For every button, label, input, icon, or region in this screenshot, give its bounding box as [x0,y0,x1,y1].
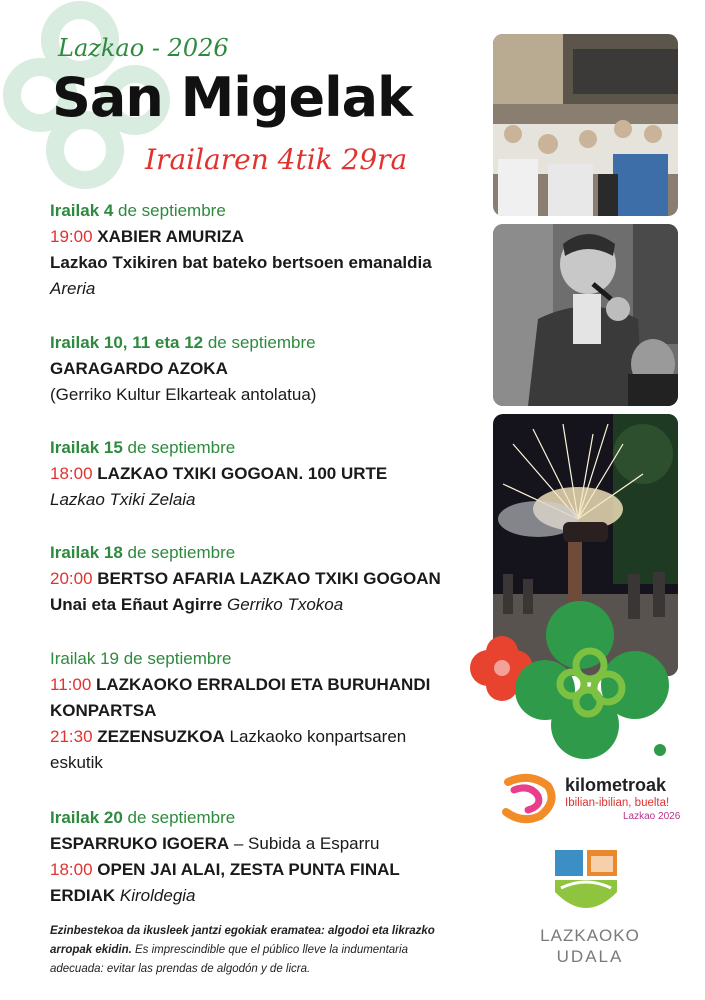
event-detail: Unai eta Eñaut Agirre [50,595,223,614]
udala-name-line1: LAZKAOKO [540,926,640,945]
event-sept-20 [50,805,485,909]
event-time-2: 18:00 [50,860,93,879]
event-date: Irailak 20 de septiembre [50,808,236,827]
event-place: Areria [50,279,96,298]
event-detail-2: Lazkaoko konpartsaren [224,727,407,746]
event-date: Irailak 10, 11 eta 12 de septiembre [50,333,316,352]
kilometroak-year: Lazkao 2026 [623,811,681,822]
event-detail-2-continued: eskutik [50,753,103,772]
event-title: BERTSO AFARIA LAZKAO TXIKI GOGOAN [97,569,441,588]
clothing-notice-basque: Ezinbestekoa da ikusleek jantzi egokiak eramatea: algodoi eta likrazko arropak ekidin. [50,925,435,956]
lauburu-logo [460,590,685,765]
event-title: LAZKAOKO ERRALDOI ETA BURUHANDI [96,675,431,694]
event-sept-10-12 [50,330,485,408]
event-title-2: ZEZENSUZKOA [97,727,225,746]
event-time: 11:00 [50,675,92,694]
event-year-heading: Lazkao - 2026 [58,34,229,62]
event-sept-4 [50,198,485,302]
kilometroak-logo-icon [500,772,560,824]
event-title: XABIER AMURIZA [97,227,244,246]
event-place-2: Kiroldegia [119,886,196,905]
kilometroak-slogan: Ibilian-ibilian, buelta! [565,797,670,809]
event-time: 19:00 [50,227,93,246]
event-sept-15 [50,435,485,513]
event-title-2-continued: ERDIAK [50,886,116,905]
lazkao-udala-shield [553,848,619,920]
event-title: GARAGARDO AZOKA [50,359,228,378]
event-place: Gerriko Txokoa [226,595,344,614]
poster-date-range: Irailaren 4tik 29ra [145,143,408,176]
clothing-notice [50,922,450,979]
photo-crowd-dinner [493,34,678,216]
event-title: ESPARRUKO IGOERA [50,834,230,853]
poster-title: San Migelak [52,66,412,129]
event-time: 20:00 [50,569,93,588]
event-date: Irailak 15 de septiembre [50,438,236,457]
event-place: Lazkao Txiki Zelaia [50,490,196,509]
photo-bertsolari-singing [493,224,678,406]
event-note: (Gerriko Kultur Elkarteak antolatua) [50,385,317,404]
event-date: Irailak 4 de septiembre [50,201,226,220]
event-title-continued: KONPARTSA [50,701,157,720]
event-time: 18:00 [50,464,93,483]
clothing-notice-spanish: Es imprescindible que el público lleve la indumentaria adecuada: evitar las prendas de algodón y de licra. [50,944,408,975]
udala-name-line2: UDALA [556,947,624,966]
kilometroak-name: kilometroak [565,775,667,795]
event-title-2: OPEN JAI ALAI, ZESTA PUNTA FINAL [97,860,400,879]
event-sept-19 [50,646,485,776]
event-date: Irailak 18 de septiembre [50,543,236,562]
event-detail: – Subida a Esparru [229,834,380,853]
event-detail: Lazkao Txikiren bat bateko bertsoen emanaldia [50,253,432,272]
event-time-2: 21:30 [50,727,93,746]
event-title: LAZKAO TXIKI GOGOAN. 100 URTE [97,464,388,483]
event-date: Irailak 19 de septiembre [50,649,232,668]
event-sept-18 [50,540,485,618]
